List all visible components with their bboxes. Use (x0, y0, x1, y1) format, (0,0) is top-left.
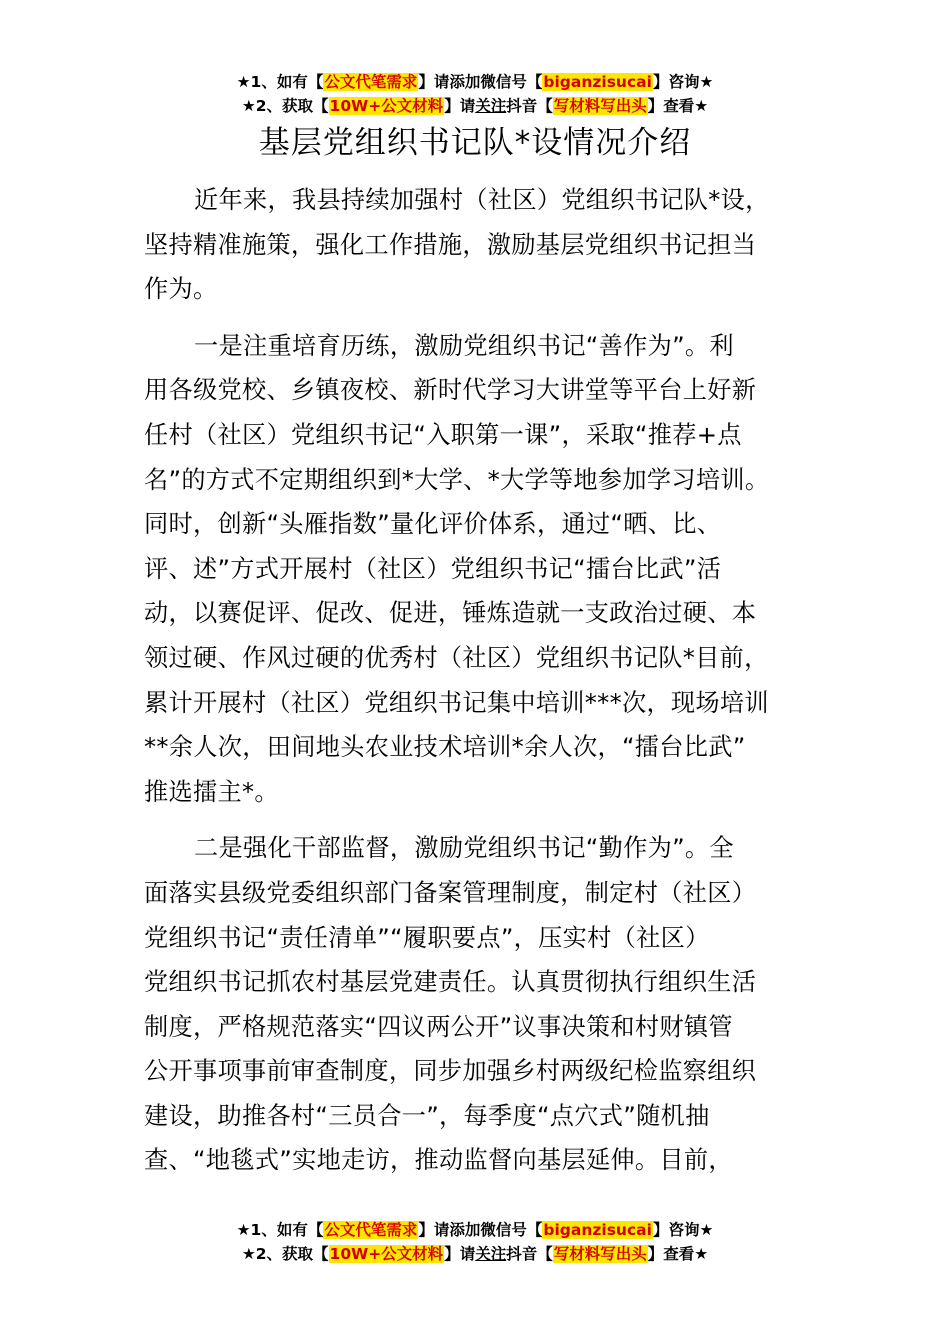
paragraph-line: 公开事项事前审查制度，同步加强乡村两级纪检监察组织 (144, 1057, 757, 1086)
paragraph-line: 一是注重培育历练，激励党组织书记“善作为”。利 (194, 331, 734, 360)
banner-text: ★1、如有【 (236, 73, 324, 91)
banner-line-1 (0, 70, 950, 94)
paragraph-line: 作为。 (144, 275, 218, 304)
banner-text: 】请 (444, 1245, 476, 1263)
paragraph-line: 制度，严格规范落实“四议两公开”议事决策和村财镇管 (144, 1012, 733, 1041)
paragraph-line: 党组织书记“责任清单”“履职要点”，压实村（社区） (144, 923, 710, 952)
paragraph-line: 二是强化干部监督，激励党组织书记“勤作为”。全 (194, 834, 734, 863)
banner-text: 】查看★ (647, 1245, 709, 1263)
banner-text: 】请 (444, 97, 476, 115)
paragraph-line: 动，以赛促评、促改、促进，锤炼造就一支政治过硬、本 (144, 599, 757, 628)
paragraph-line: 名”的方式不定期组织到*大学、*大学等地参加学习培训。 (144, 465, 770, 494)
banner-line-1 (0, 1218, 950, 1242)
banner-text: 】查看★ (647, 97, 709, 115)
paragraph-supervision (144, 826, 824, 1183)
paragraph-intro (144, 178, 824, 312)
banner-text: 抖音【 (506, 97, 553, 115)
document-title: 基层党组织书记队*设情况介绍 (258, 125, 692, 161)
paragraph-line: 面落实县级党委组织部门备案管理制度，制定村（社区） (144, 878, 757, 907)
banner-text: ★2、获取【 (241, 1245, 329, 1263)
paragraph-line: 推选擂主*。 (144, 777, 279, 806)
banner-highlight: 写材料写出头 (553, 97, 647, 115)
banner-highlight: 公文代笔需求 (324, 73, 418, 91)
wechat-id-highlight: biganzisucai (543, 73, 652, 91)
banner-text: 】咨询★ (652, 73, 714, 91)
paragraph-line: 累计开展村（社区）党组织书记集中培训***次，现场培训 (144, 688, 769, 717)
paragraph-line: 评、述”方式开展村（社区）党组织书记“擂台比武”活 (144, 554, 722, 583)
top-banner (0, 70, 950, 118)
paragraph-line: 同时，创新“头雁指数”量化评价体系，通过“晒、比、 (144, 510, 722, 539)
banner-underlined-text: 关注 (475, 1245, 507, 1263)
paragraph-line: 查、“地毯式”实地走访，推动监督向基层延伸。目前， (144, 1146, 733, 1175)
paragraph-line: 坚持精准施策，强化工作措施，激励基层党组织书记担当 (144, 230, 757, 259)
banner-text: ★2、获取【 (241, 97, 329, 115)
banner-highlight: 公文代笔需求 (324, 1221, 418, 1239)
wechat-id-highlight: biganzisucai (543, 1221, 652, 1239)
paragraph-line: 近年来，我县持续加强村（社区）党组织书记队*设， (194, 186, 770, 214)
banner-highlight: 写材料写出头 (553, 1245, 647, 1263)
paragraph-training (144, 324, 824, 815)
banner-text: 】请添加微信号【 (418, 1221, 543, 1239)
banner-highlight: 10W+公文材料 (329, 1245, 444, 1263)
bottom-banner (0, 1218, 950, 1266)
paragraph-line: 任村（社区）党组织书记“入职第一课”，采取“推荐+点 (144, 420, 742, 449)
paragraph-line: **余人次，田间地头农业技术培训*余人次，“擂台比武” (144, 733, 746, 762)
paragraph-line: 党组织书记抓农村基层党建责任。认真贯彻执行组织生活 (144, 968, 757, 997)
banner-text: 】请添加微信号【 (418, 73, 543, 91)
document-body (144, 178, 824, 1195)
banner-highlight: 10W+公文材料 (329, 97, 444, 115)
paragraph-line: 领过硬、作风过硬的优秀村（社区）党组织书记队*目前， (144, 643, 769, 672)
paragraph-line: 建设，助推各村“三员合一”，每季度“点穴式”随机抽 (144, 1101, 710, 1130)
banner-text: ★1、如有【 (236, 1221, 324, 1239)
banner-underlined-text: 关注 (475, 97, 507, 115)
banner-text: 抖音【 (506, 1245, 553, 1263)
paragraph-line: 用各级党校、乡镇夜校、新时代学习大讲堂等平台上好新 (144, 376, 757, 405)
banner-text: 】咨询★ (652, 1221, 714, 1239)
banner-line-2 (0, 94, 950, 118)
banner-line-2 (0, 1242, 950, 1266)
